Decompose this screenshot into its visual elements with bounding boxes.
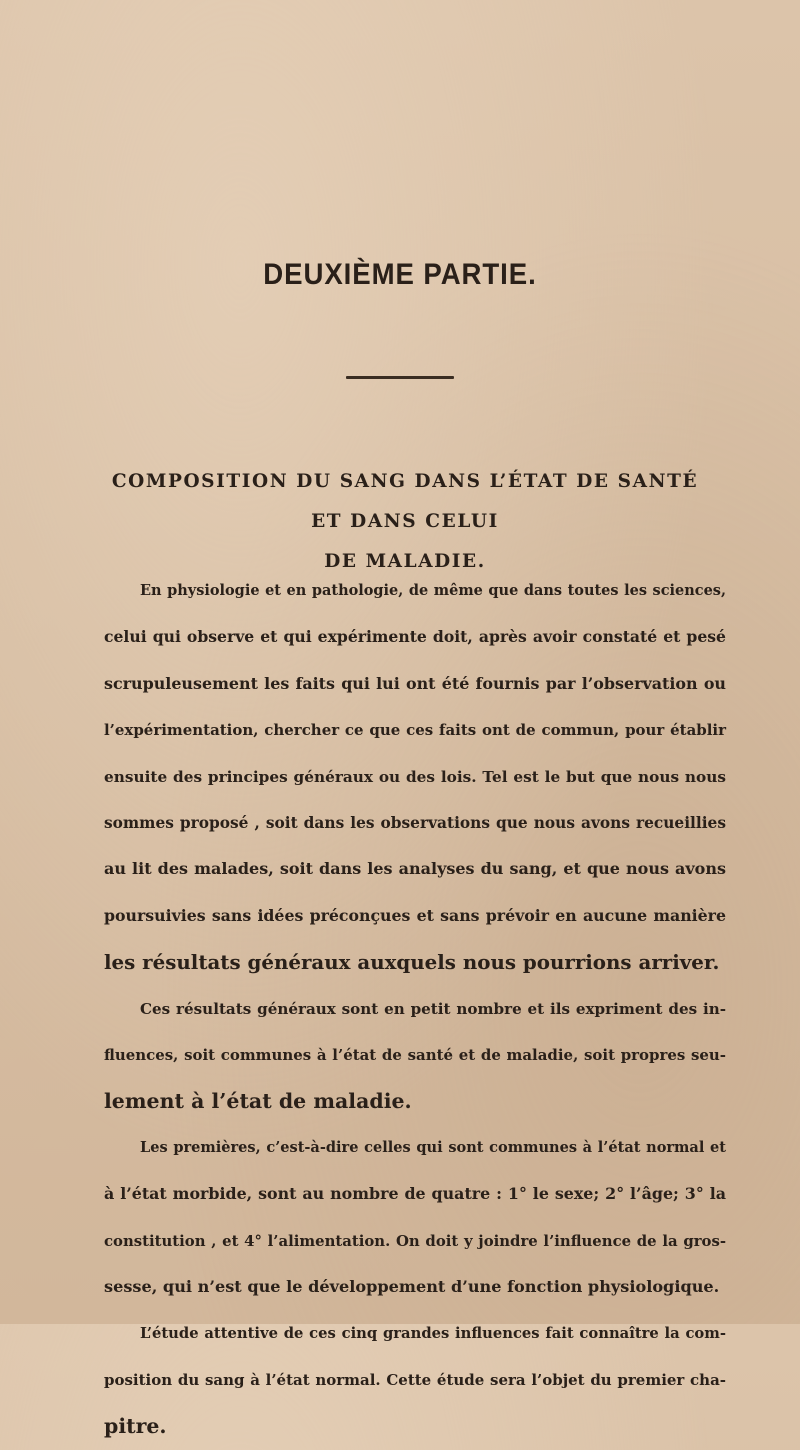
text-line: sommes proposé , soit dans les observations que nous avons recueillies <box>104 814 726 833</box>
text-line: L’étude attentive de ces cinq grandes influences fait connaître la com- <box>140 1324 726 1342</box>
text-line: à l’état morbide, sont au nombre de quatre : 1° le sexe; 2° l’âge; 3° la <box>104 1184 726 1204</box>
text-line: ensuite des principes généraux ou des lois. Tel est le but que nous nous <box>104 767 726 786</box>
chapter-title <box>105 462 705 582</box>
text-line: sesse, qui n’est que le développement d’une fonction physiologique. <box>104 1277 720 1297</box>
decorative-rule <box>346 376 454 379</box>
text-line: Les premières, c’est-à-dire celles qui sont communes à l’état normal et <box>140 1138 726 1156</box>
chapter-title-line: DE MALADIE. <box>324 551 486 572</box>
text-line: scrupuleusement les faits qui lui ont été fournis par l’observation ou <box>104 673 726 693</box>
text-line: l’expérimentation, chercher ce que ces faits ont de commun, pour établir <box>104 721 726 740</box>
body-text <box>104 568 726 1450</box>
text-line: au lit des malades, soit dans les analyses du sang, et que nous avons <box>104 859 726 879</box>
text-line: constitution , et 4° l’alimentation. On doit y joindre l’influence de la gros- <box>104 1231 726 1250</box>
text-line: En physiologie et en pathologie, de même que dans toutes les sciences, <box>140 582 726 599</box>
text-line: les résultats généraux auxquels nous pourrions arriver. <box>104 950 720 975</box>
text-line: celui qui observe et qui expérimente doit, après avoir constaté et pesé <box>104 627 726 647</box>
text-line: position du sang à l’état normal. Cette étude sera l’objet du premier cha- <box>104 1370 726 1389</box>
text-line: pitre. <box>104 1414 167 1439</box>
text-line: poursuivies sans idées préconçues et sans prévoir en aucune manière <box>104 905 726 925</box>
text-line: lement à l’état de maladie. <box>104 1089 412 1114</box>
chapter-title-line: COMPOSITION DU SANG DANS L’ÉTAT DE SANTÉ ET DANS CELUI <box>111 471 699 532</box>
text-line: Ces résultats généraux sont en petit nombre et ils expriment des in- <box>140 999 726 1018</box>
part-title: DEUXIÈME PARTIE. <box>263 258 537 291</box>
text-line: fluences, soit communes à l’état de santé et de maladie, soit propres seu- <box>104 1046 726 1065</box>
